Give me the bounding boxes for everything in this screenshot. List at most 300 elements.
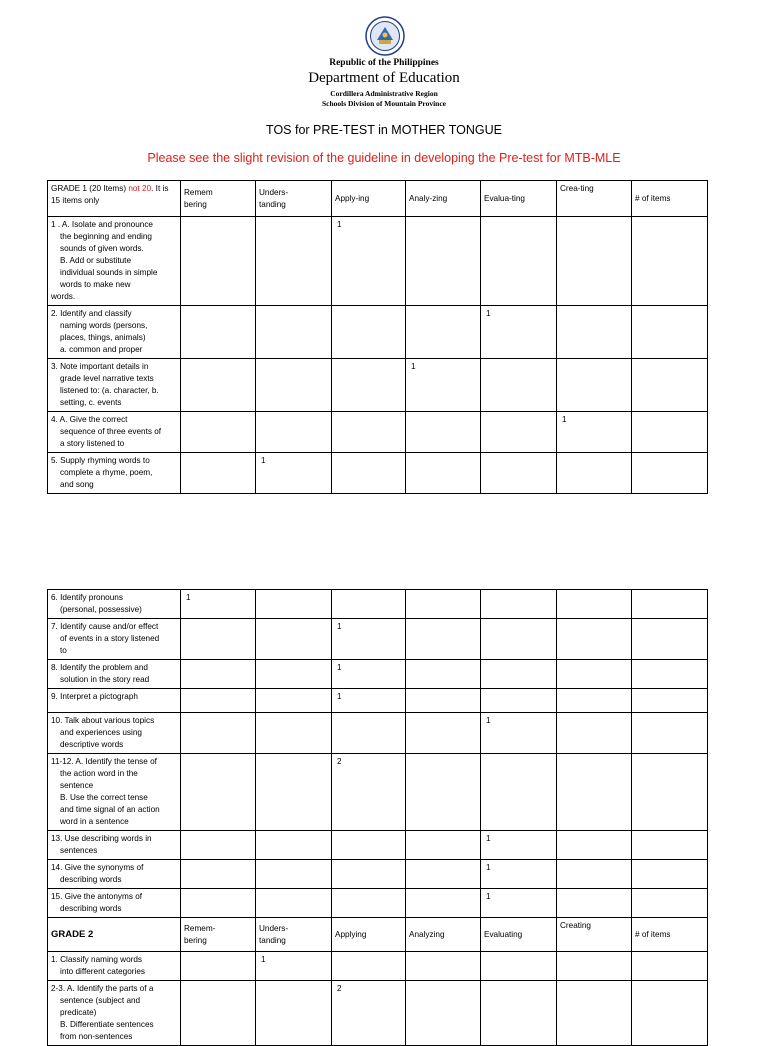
- item-count: [259, 863, 261, 872]
- table-row: [48, 889, 708, 918]
- objective-text: a. common and proper: [60, 345, 143, 354]
- count-cell-items: [632, 453, 708, 494]
- objective-text: 6. Identify pronouns: [51, 593, 123, 602]
- item-count: [409, 593, 411, 602]
- item-count: [635, 863, 637, 872]
- count-cell-items: [632, 889, 708, 918]
- item-count: [335, 834, 337, 843]
- grade-note: . It is 15 items only: [51, 184, 169, 205]
- item-count: [409, 757, 411, 766]
- item-count: [259, 663, 261, 672]
- item-count: [184, 757, 186, 766]
- item-count: [409, 984, 411, 993]
- item-count: 1: [261, 955, 266, 964]
- objective-text: individual sounds in simple: [60, 268, 158, 277]
- objective-text: predicate): [60, 1008, 97, 1017]
- item-count: [184, 663, 186, 672]
- col-header-remembering: Remem bering: [181, 181, 256, 217]
- item-count: [484, 362, 486, 371]
- item-count: 1: [486, 863, 491, 872]
- item-count: [409, 415, 411, 424]
- count-cell-remembering: [181, 981, 256, 1046]
- count-cell-remembering: [181, 359, 256, 412]
- objective-text: B. Add or substitute: [60, 256, 132, 265]
- objective-text: and experiences using: [60, 728, 142, 737]
- objective-text: sounds of given words.: [60, 244, 144, 253]
- table-row: [48, 453, 708, 494]
- count-cell-understanding: [256, 619, 332, 660]
- count-cell-items: [632, 754, 708, 831]
- tos-table-grade1: [47, 180, 708, 494]
- item-count: [484, 415, 486, 424]
- count-cell-applying: [332, 713, 406, 754]
- item-count: 1: [562, 415, 567, 424]
- item-count: [335, 892, 337, 901]
- count-cell-remembering: [181, 412, 256, 453]
- count-cell-remembering: [181, 860, 256, 889]
- item-count: [184, 716, 186, 725]
- count-cell-items: [632, 860, 708, 889]
- table-row: [48, 831, 708, 860]
- item-count: [635, 622, 637, 631]
- item-count: 1: [486, 834, 491, 843]
- objective-cell: [48, 860, 181, 889]
- item-count: [259, 716, 261, 725]
- item-count: [335, 456, 337, 465]
- col-header-evaluating: Evaluating: [481, 918, 557, 952]
- count-cell-evaluating: [481, 754, 557, 831]
- count-cell-analyzing: [406, 619, 481, 660]
- item-count: 1: [411, 362, 416, 371]
- grade-header-cell: GRADE 1 (20 Items) not 20. It is 15 items only: [48, 181, 181, 217]
- table-row: [48, 217, 708, 306]
- col-header-creating: Creating: [557, 918, 632, 952]
- item-count: [409, 309, 411, 318]
- count-cell-analyzing: [406, 590, 481, 619]
- col-header-creating: Crea-ting: [557, 181, 632, 217]
- count-cell-applying: [332, 689, 406, 713]
- item-count: [560, 716, 562, 725]
- item-count: [184, 220, 186, 229]
- table-row: [48, 981, 708, 1046]
- item-count: [184, 834, 186, 843]
- item-count: [184, 863, 186, 872]
- objective-text: descriptive words: [60, 740, 124, 749]
- count-cell-creating: [557, 952, 632, 981]
- item-count: [335, 309, 337, 318]
- objective-text: word in a sentence: [60, 817, 129, 826]
- grade2-header-row: [48, 918, 708, 952]
- objective-text: 11-12. A. Identify the tense of: [51, 757, 157, 766]
- item-count: [409, 892, 411, 901]
- objective-text: sequence of three events of: [60, 427, 162, 436]
- count-cell-applying: [332, 217, 406, 306]
- count-cell-creating: [557, 860, 632, 889]
- objective-cell: [48, 359, 181, 412]
- count-cell-understanding: [256, 453, 332, 494]
- count-cell-applying: [332, 412, 406, 453]
- count-cell-applying: [332, 619, 406, 660]
- col-header-evaluating: Evalua-ting: [481, 181, 557, 217]
- table-row: [48, 306, 708, 359]
- item-count: [259, 892, 261, 901]
- count-cell-evaluating: [481, 453, 557, 494]
- count-cell-applying: [332, 359, 406, 412]
- item-count: [560, 362, 562, 371]
- objective-cell: [48, 981, 181, 1046]
- item-count: [560, 984, 562, 993]
- item-count: [335, 955, 337, 964]
- table-row: [48, 359, 708, 412]
- item-count: [335, 362, 337, 371]
- count-cell-evaluating: [481, 860, 557, 889]
- count-cell-evaluating: [481, 952, 557, 981]
- count-cell-analyzing: [406, 660, 481, 689]
- item-count: 2: [337, 984, 342, 993]
- count-cell-items: [632, 217, 708, 306]
- item-count: [184, 622, 186, 631]
- item-count: [409, 220, 411, 229]
- item-count: 1: [337, 663, 342, 672]
- item-count: 2: [337, 757, 342, 766]
- item-count: [635, 456, 637, 465]
- objective-text: sentences: [60, 846, 98, 855]
- objective-text: places, things, animals): [60, 333, 146, 342]
- objective-cell: [48, 713, 181, 754]
- region-label: Cordillera Administrative Region: [330, 89, 438, 98]
- objective-text: describing words: [60, 904, 122, 913]
- item-count: [560, 456, 562, 465]
- count-cell-understanding: [256, 590, 332, 619]
- item-count: [484, 955, 486, 964]
- objective-text: into different categories: [60, 967, 145, 976]
- count-cell-understanding: [256, 660, 332, 689]
- table-row: [48, 860, 708, 889]
- col-header-remembering: Remem- bering: [181, 918, 256, 952]
- objective-text: the beginning and ending: [60, 232, 152, 241]
- item-count: [560, 757, 562, 766]
- item-count: [560, 220, 562, 229]
- count-cell-creating: [557, 453, 632, 494]
- objective-text: and song: [60, 480, 94, 489]
- item-count: [484, 692, 486, 701]
- count-cell-creating: [557, 689, 632, 713]
- count-cell-creating: [557, 412, 632, 453]
- objective-text: words to make new: [60, 280, 131, 289]
- count-cell-creating: [557, 590, 632, 619]
- revision-notice: Please see the slight revision of the guideline in developing the Pre-test for MTB-MLE: [147, 151, 621, 165]
- count-cell-items: [632, 590, 708, 619]
- item-count: [409, 863, 411, 872]
- item-count: [335, 415, 337, 424]
- item-count: [409, 663, 411, 672]
- item-count: [635, 716, 637, 725]
- objective-cell: [48, 590, 181, 619]
- table-row: [48, 754, 708, 831]
- item-count: [635, 892, 637, 901]
- objective-cell: [48, 889, 181, 918]
- count-cell-applying: [332, 831, 406, 860]
- count-cell-understanding: [256, 889, 332, 918]
- col-header-analyzing: Analy-zing: [406, 181, 481, 217]
- objective-text: 14. Give the synonyms of: [51, 863, 144, 872]
- objective-text: 3. Note important details in: [51, 362, 149, 371]
- item-count: [184, 415, 186, 424]
- item-count: [635, 834, 637, 843]
- col-header-analyzing: Analyzing: [406, 918, 481, 952]
- objective-cell: [48, 412, 181, 453]
- item-count: [484, 984, 486, 993]
- count-cell-evaluating: [481, 359, 557, 412]
- item-count: [484, 622, 486, 631]
- count-cell-evaluating: [481, 217, 557, 306]
- count-cell-analyzing: [406, 217, 481, 306]
- item-count: [259, 309, 261, 318]
- item-count: [259, 593, 261, 602]
- objective-text: 4. A. Give the correct: [51, 415, 128, 424]
- count-cell-understanding: [256, 754, 332, 831]
- count-cell-creating: [557, 981, 632, 1046]
- count-cell-remembering: [181, 217, 256, 306]
- count-cell-applying: [332, 660, 406, 689]
- objective-text: of events in a story listened: [60, 634, 160, 643]
- item-count: [184, 309, 186, 318]
- objective-text: the action word in the: [60, 769, 138, 778]
- table-row: [48, 689, 708, 713]
- item-count: [635, 362, 637, 371]
- count-cell-creating: [557, 619, 632, 660]
- count-cell-analyzing: [406, 713, 481, 754]
- count-cell-understanding: [256, 952, 332, 981]
- item-count: [335, 593, 337, 602]
- item-count: [635, 692, 637, 701]
- item-count: [409, 456, 411, 465]
- count-cell-remembering: [181, 660, 256, 689]
- deped-seal-icon: [365, 16, 405, 56]
- count-cell-creating: [557, 889, 632, 918]
- item-count: [635, 955, 637, 964]
- objective-text: describing words: [60, 875, 122, 884]
- count-cell-evaluating: [481, 306, 557, 359]
- count-cell-items: [632, 713, 708, 754]
- count-cell-applying: [332, 981, 406, 1046]
- item-count: [635, 984, 637, 993]
- objective-text: words.: [51, 292, 76, 301]
- objective-text: B. Differentiate sentences: [60, 1020, 154, 1029]
- item-count: [409, 955, 411, 964]
- col-header-applying: Apply-ing: [332, 181, 406, 217]
- count-cell-remembering: [181, 590, 256, 619]
- count-cell-understanding: [256, 306, 332, 359]
- count-cell-remembering: [181, 754, 256, 831]
- table-row: [48, 412, 708, 453]
- item-count: [484, 663, 486, 672]
- item-count: [635, 663, 637, 672]
- objective-cell: [48, 306, 181, 359]
- count-cell-evaluating: [481, 590, 557, 619]
- item-count: [560, 663, 562, 672]
- count-cell-analyzing: [406, 981, 481, 1046]
- objective-text: 5. Supply rhyming words to: [51, 456, 150, 465]
- objective-text: 2. Identify and classify: [51, 309, 132, 318]
- grade2-body: [48, 952, 708, 1046]
- count-cell-remembering: [181, 889, 256, 918]
- item-count: [635, 593, 637, 602]
- item-count: [184, 984, 186, 993]
- count-cell-evaluating: [481, 713, 557, 754]
- count-cell-remembering: [181, 713, 256, 754]
- objective-cell: [48, 619, 181, 660]
- count-cell-applying: [332, 889, 406, 918]
- count-cell-items: [632, 412, 708, 453]
- count-cell-analyzing: [406, 831, 481, 860]
- col-header-items: # of items: [632, 181, 708, 217]
- count-cell-understanding: [256, 412, 332, 453]
- count-cell-items: [632, 306, 708, 359]
- objective-text: 2-3. A. Identify the parts of a: [51, 984, 154, 993]
- item-count: [560, 622, 562, 631]
- objective-text: sentence (subject and: [60, 996, 141, 1005]
- item-count: [484, 593, 486, 602]
- item-count: [184, 692, 186, 701]
- table1-body: [48, 217, 708, 494]
- count-cell-applying: [332, 860, 406, 889]
- objective-cell: [48, 831, 181, 860]
- item-count: [560, 309, 562, 318]
- count-cell-analyzing: [406, 952, 481, 981]
- col-header-understanding: Unders- tanding: [256, 181, 332, 217]
- document-title: TOS for PRE-TEST in MOTHER TONGUE: [266, 123, 502, 137]
- grade2-label: GRADE 2: [48, 918, 181, 952]
- count-cell-applying: [332, 754, 406, 831]
- tos-table-grade1-continued: [47, 589, 708, 1046]
- item-count: [484, 757, 486, 766]
- count-cell-remembering: [181, 453, 256, 494]
- table-row: [48, 952, 708, 981]
- objective-text: 9. Interpret a pictograph: [51, 692, 138, 701]
- count-cell-remembering: [181, 689, 256, 713]
- count-cell-remembering: [181, 952, 256, 981]
- item-count: [259, 415, 261, 424]
- objective-text: sentence: [60, 781, 94, 790]
- count-cell-evaluating: [481, 660, 557, 689]
- item-count: [635, 415, 637, 424]
- objective-text: 7. Identify cause and/or effect: [51, 622, 159, 631]
- count-cell-applying: [332, 952, 406, 981]
- objective-text: setting, c. events: [60, 398, 122, 407]
- item-count: [560, 593, 562, 602]
- item-count: [484, 456, 486, 465]
- objective-text: 13. Use describing words in: [51, 834, 152, 843]
- count-cell-understanding: [256, 713, 332, 754]
- grade-note-red: not 20: [128, 184, 152, 193]
- col-header-applying: Applying: [332, 918, 406, 952]
- item-count: [409, 834, 411, 843]
- item-count: [409, 622, 411, 631]
- objective-cell: [48, 453, 181, 494]
- count-cell-understanding: [256, 359, 332, 412]
- col-header-understanding: Unders- tanding: [256, 918, 332, 952]
- count-cell-analyzing: [406, 889, 481, 918]
- count-cell-applying: [332, 590, 406, 619]
- table-row: [48, 619, 708, 660]
- count-cell-creating: [557, 713, 632, 754]
- objective-text: solution in the story read: [60, 675, 150, 684]
- count-cell-items: [632, 359, 708, 412]
- objective-text: 1. Classify naming words: [51, 955, 143, 964]
- count-cell-applying: [332, 453, 406, 494]
- count-cell-analyzing: [406, 860, 481, 889]
- count-cell-understanding: [256, 981, 332, 1046]
- item-count: [259, 692, 261, 701]
- count-cell-remembering: [181, 306, 256, 359]
- count-cell-understanding: [256, 831, 332, 860]
- count-cell-remembering: [181, 619, 256, 660]
- item-count: 1: [186, 593, 191, 602]
- count-cell-evaluating: [481, 831, 557, 860]
- division-label: Schools Division of Mountain Province: [321, 99, 447, 108]
- table-row: [48, 590, 708, 619]
- count-cell-analyzing: [406, 754, 481, 831]
- objective-text: grade level narrative texts: [60, 374, 154, 383]
- item-count: 1: [486, 716, 491, 725]
- col-header-items: # of items: [632, 918, 708, 952]
- department-label: Department of Education: [308, 70, 460, 86]
- count-cell-remembering: [181, 831, 256, 860]
- objective-text: a story listened to: [60, 439, 125, 448]
- count-cell-creating: [557, 754, 632, 831]
- item-count: [259, 220, 261, 229]
- objective-text: 1 . A. Isolate and pronounce: [51, 220, 153, 229]
- count-cell-evaluating: [481, 689, 557, 713]
- item-count: [409, 716, 411, 725]
- count-cell-evaluating: [481, 412, 557, 453]
- item-count: [259, 362, 261, 371]
- item-count: [635, 757, 637, 766]
- item-count: [635, 309, 637, 318]
- count-cell-applying: [332, 306, 406, 359]
- objective-cell: [48, 952, 181, 981]
- count-cell-analyzing: [406, 359, 481, 412]
- item-count: [184, 362, 186, 371]
- count-cell-items: [632, 660, 708, 689]
- objective-text: (personal, possessive): [60, 605, 142, 614]
- item-count: [560, 955, 562, 964]
- count-cell-analyzing: [406, 453, 481, 494]
- item-count: [560, 863, 562, 872]
- item-count: [335, 863, 337, 872]
- item-count: [259, 984, 261, 993]
- item-count: [560, 892, 562, 901]
- objective-text: naming words (persons,: [60, 321, 148, 330]
- count-cell-analyzing: [406, 412, 481, 453]
- objective-text: to: [60, 646, 67, 655]
- table2-body: [48, 590, 708, 918]
- count-cell-items: [632, 689, 708, 713]
- objective-text: B. Use the correct tense: [60, 793, 148, 802]
- table-row: [48, 660, 708, 689]
- count-cell-creating: [557, 217, 632, 306]
- count-cell-evaluating: [481, 889, 557, 918]
- item-count: 1: [486, 892, 491, 901]
- objective-cell: [48, 217, 181, 306]
- objective-cell: [48, 689, 181, 713]
- item-count: 1: [337, 692, 342, 701]
- item-count: [259, 622, 261, 631]
- objective-text: from non-sentences: [60, 1032, 133, 1041]
- objective-text: 10. Talk about various topics: [51, 716, 155, 725]
- republic-label: Republic of the Philippines: [329, 58, 439, 68]
